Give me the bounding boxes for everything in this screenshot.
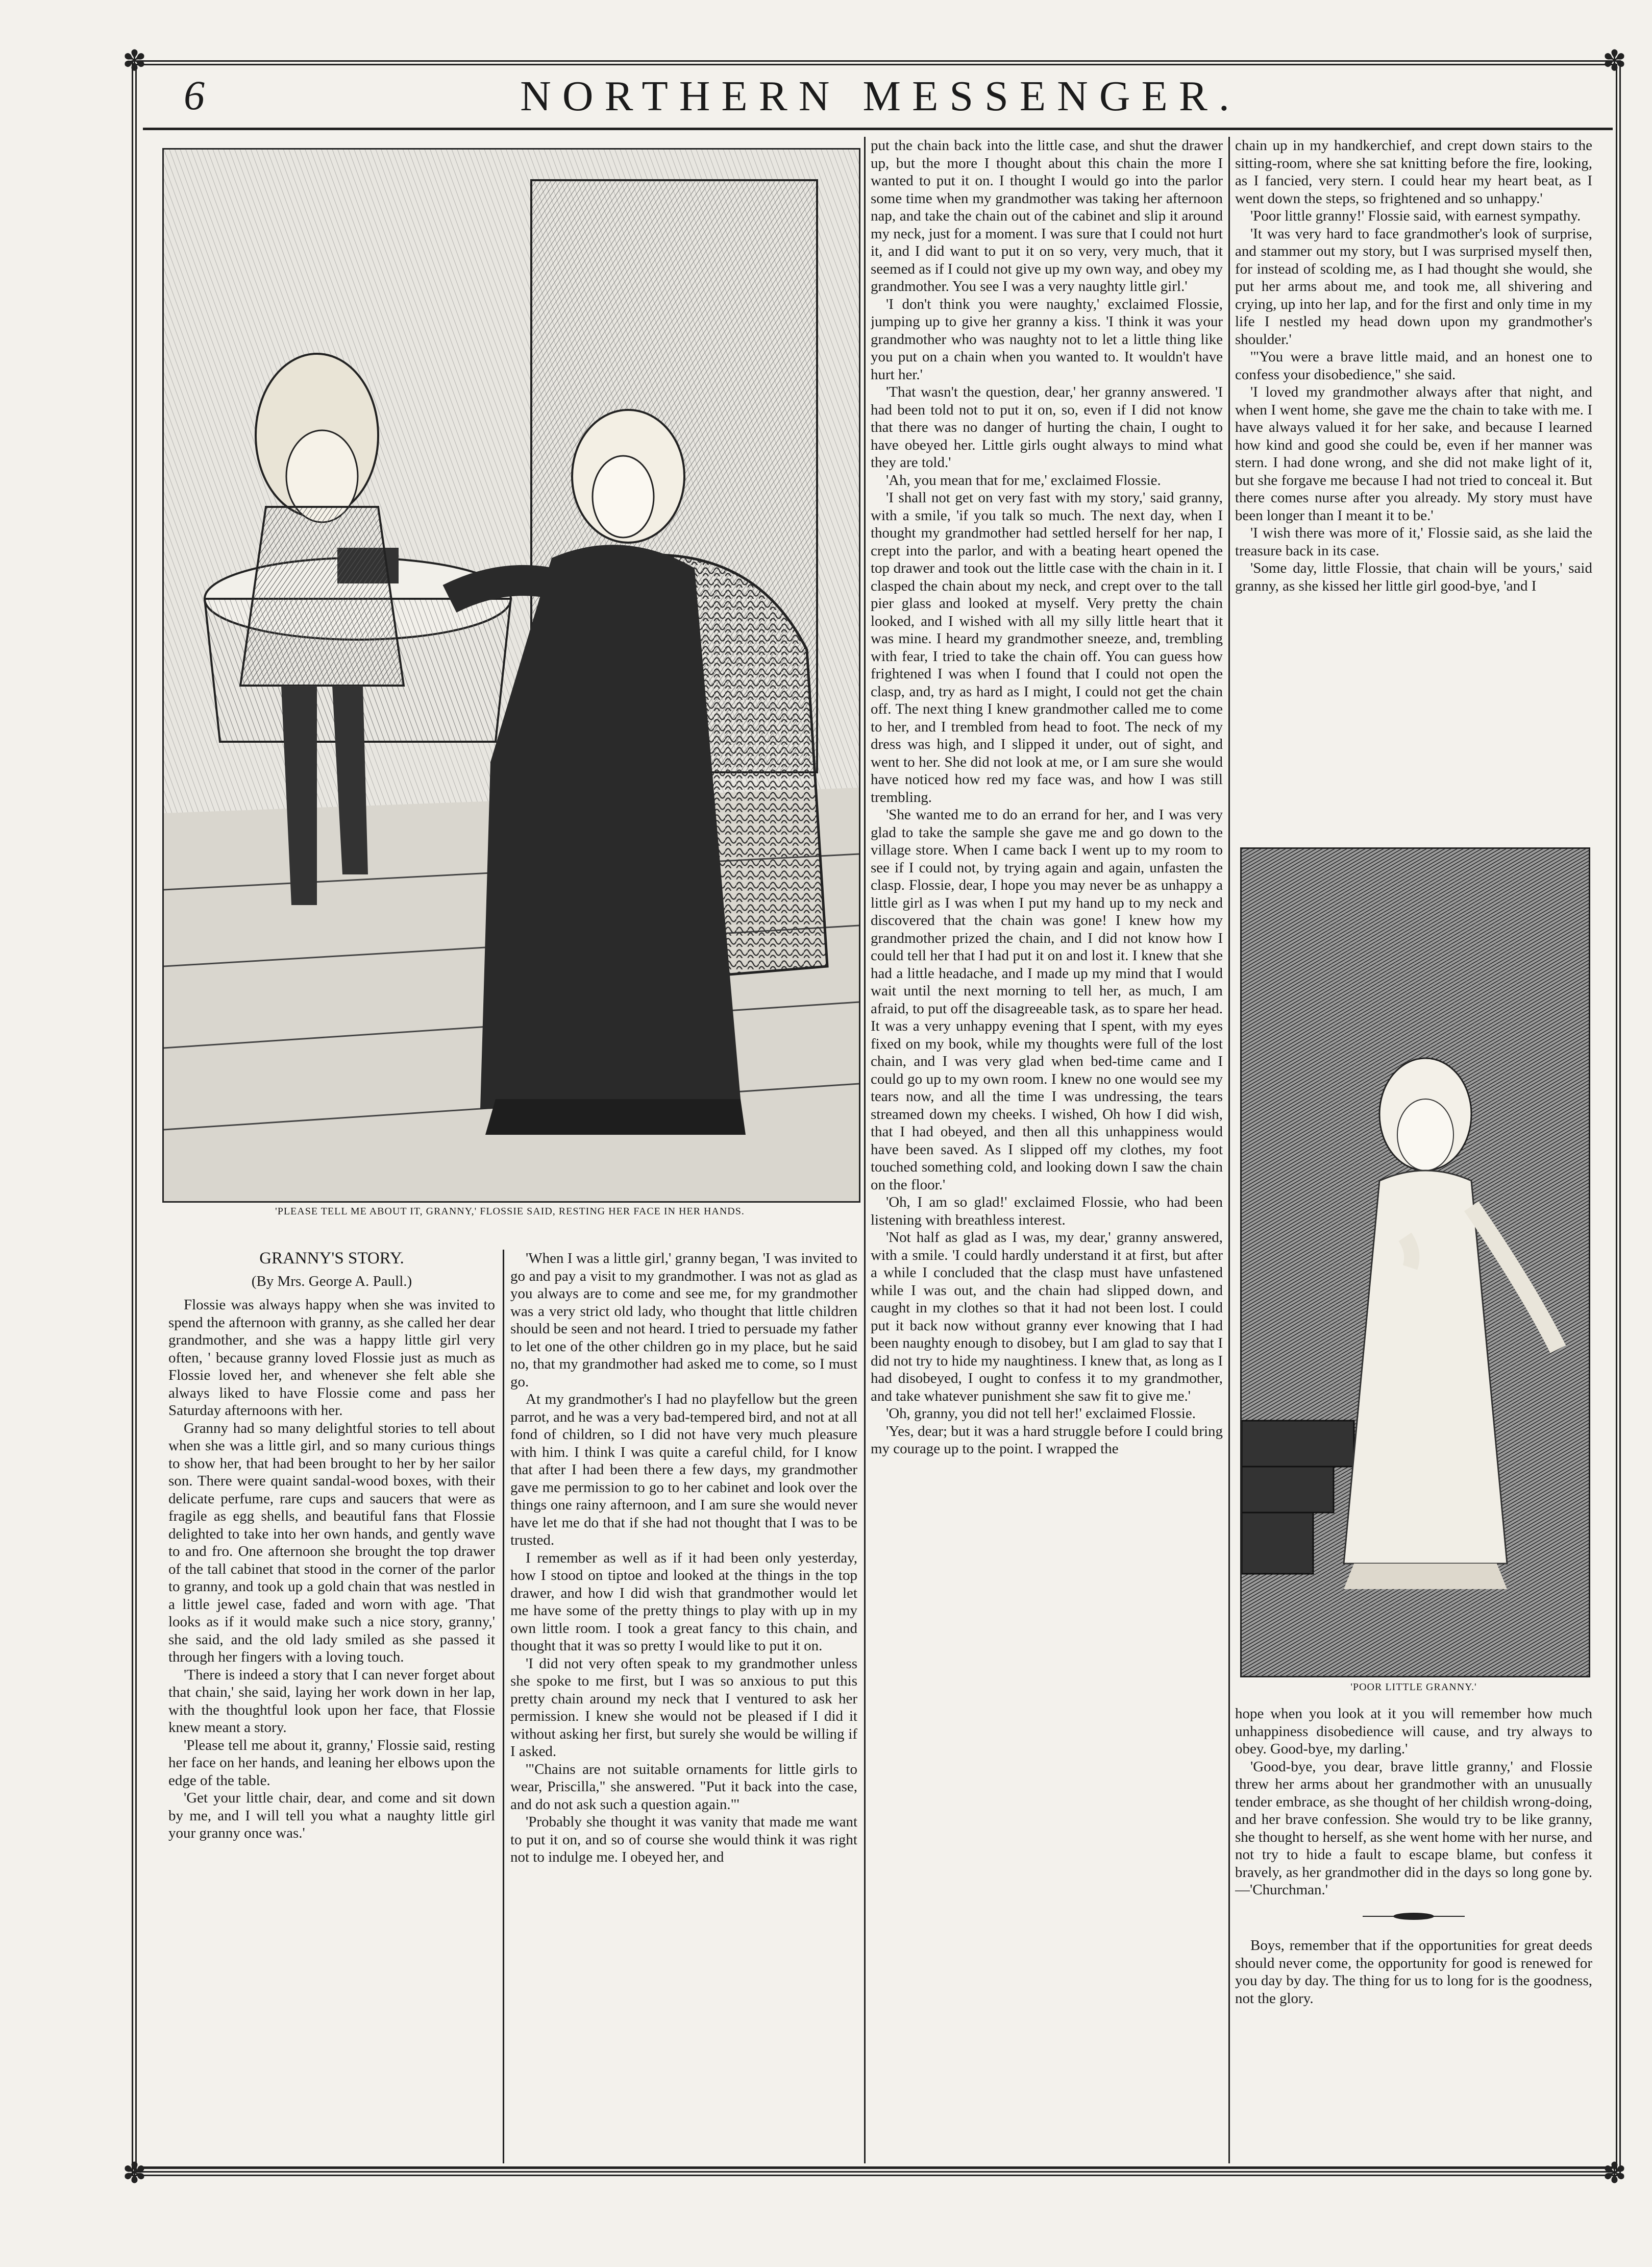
paragraph: 'Oh, granny, you did not tell her!' exclaimed Flossie. [886, 1405, 1196, 1422]
story-byline: (By Mrs. George A. Paull.) [251, 1273, 412, 1289]
footer-rule [143, 2166, 1613, 2169]
paragraph: chain up in my handkerchief, and crept down stairs to the sitting-room, where she sat knitting before the fire, looking, as I fancied, very stern. I could hear my heart beat, as I went down the steps, so frightened and so unhappy.' [1235, 137, 1592, 207]
main-illustration-caption: 'PLEASE TELL ME ABOUT IT, GRANNY,' FLOSSIE SAID, RESTING HER FACE IN HER HANDS. [275, 1206, 745, 1217]
paragraph: 'Probably she thought it was vanity that made me want to put it on, and so of course she would think it was right not to indulge me. I obeyed her, and [510, 1814, 857, 1865]
paragraph: 'There is indeed a story that I can never forget about that chain,' she said, laying her work down in her lap, with the thoughtful look upon her face, that Flossie knew meant a story. [168, 1666, 495, 1736]
paragraph: 'Yes, dear; but it was a hard struggle before I could bring my courage up to the point. I wrapped the [871, 1423, 1223, 1457]
main-illustration [162, 148, 860, 1203]
corner-ornament-bottom-left: ✽ [122, 2158, 146, 2189]
page-header [143, 71, 1618, 128]
story-column-3 [871, 137, 1223, 2163]
paragraph: 'I wish there was more of it,' Flossie said, as she laid the treasure back in its case. [1235, 525, 1592, 559]
column-rule-1 [503, 1250, 504, 2163]
story-column-4-bottom [1235, 1705, 1592, 2164]
paragraph: At my grandmother's I had no playfellow but the green parrot, and he was a very bad-tempered bird, and not at all fond of children, so I did not have very much pleasure with him. I think I was quite a careful child, for I know that after I had been there a few days, my grandmother gave me permission to go to her cabinet and look over the things one rainy afternoon, and I am sure she would never have let me do that if she had not thought that I was to be trusted. [510, 1391, 857, 1548]
poor-little-granny-engraving [1242, 849, 1589, 1676]
side-illustration-caption: 'POOR LITTLE GRANNY.' [1350, 1681, 1477, 1693]
paragraph: Flossie was always happy when she was invited to spend the afternoon with granny, as she called her dear grandmother, and she was a happy little girl very often, ' because granny loved Flossie just as much as Flossie loved her, and whenever she felt able she always liked to have Flossie come and pass her Saturday afternoons with her. [168, 1297, 495, 1419]
header-rule [143, 128, 1613, 130]
paragraph: 'That wasn't the question, dear,' her granny answered. 'I had been told not to put it on, so, even if I did not know that there was no danger of hurting the chain, I ought to have obeyed her. Little girls ought always to mind what they are told.' [871, 384, 1223, 471]
corner-ornament-top-left: ✽ [122, 45, 146, 77]
column-rule-2 [864, 137, 866, 2163]
paragraph: 'Please tell me about it, granny,' Flossie said, resting her face on her hands, and leaning her elbows upon the edge of the table. [168, 1737, 495, 1789]
paragraph: 'I don't think you were naughty,' exclaimed Flossie, jumping up to give her granny a kiss. 'I think it was your grandmother who was naughty not to let a little thing like you put on a chain when you wanted to. It wouldn't have hurt her.' [871, 296, 1223, 383]
paragraph: 'It was very hard to face grandmother's look of surprise, and stammer out my story, but I was surprised myself then, for instead of scolding me, as I had thought she would, she put her arms about me, and took me, all shivering and crying, up into her lap, and for the first and only time in my life I nestled my head down upon my grandmother's shoulder.' [1235, 225, 1592, 348]
masthead-title: NORTHERN MESSENGER. [520, 72, 1241, 120]
side-illustration [1240, 847, 1590, 1677]
corner-ornament-bottom-right: ✽ [1602, 2158, 1626, 2189]
paragraph: 'Get your little chair, dear, and come and sit down by me, and I will tell you what a naughty little girl your granny once was.' [168, 1790, 495, 1841]
page-number: 6 [184, 72, 205, 118]
column-rule-3 [1228, 137, 1230, 2163]
paragraph: 'Some day, little Flossie, that chain will be yours,' said granny, as she kissed her little girl good-bye, 'and I [1235, 560, 1592, 594]
paragraph: 'Ah, you mean that for me,' exclaimed Flossie. [886, 472, 1161, 489]
story-column-4-top [1235, 137, 1592, 841]
paragraph: 'Not half as glad as I was, my dear,' granny answered, with a smile. 'I could hardly understand it at first, but after a while I concluded that the clasp must have unfastened while I was out, and the chain had slipped down, and caught in my clothes so that it had not been lost. I could put it back now without granny ever knowing that I had been naughty enough to disobey, but I am glad to say that I did not try to hide my naughtiness. I knew that, as long as I had disobeyed, I ought to confess it to my grandmother, and take whatever punishment she saw fit to give me.' [871, 1229, 1223, 1404]
paragraph: 'I did not very often speak to my grandmother unless she spoke to me first, but I was so anxious to put this pretty chain around my neck that I ventured to ask her permission. I knew she would not be pleased if I did it without asking her first, but surely she would be willing if I asked. [510, 1655, 857, 1760]
paragraph: I remember as well as if it had been only yesterday, how I stood on tiptoe and looked at the things in the top drawer, and how I did wish that grandmother would let me have some of the pretty things to play with up in my own little room. I took a great fancy to this chain, and thought that it was so pretty I would like to put it on. [510, 1549, 857, 1654]
paragraph: 'She wanted me to do an errand for her, and I was very glad to take the sample she gave me and go down to the village store. When I came back I went up to my room to see if I could not, by trying again and again, unfasten the clasp. Flossie, dear, I hope you may never be as unhappy a little girl as I was when I put my hand up to my neck and discovered that the chain was gone! I knew how my grandmother prized the chain, and I did not know how I could tell her that I had put it on and lost it. I knew that she had a little headache, and I made up my mind that I would wait until the next morning to tell her, as much, I am afraid, to put off the disagreeable task, as to spare her head. It was a very unhappy evening that I spent, with my eyes fixed on my book, while my thoughts were full of the lost chain, and I was very glad when bed-time came and I could go up to my own room. I knew no one would see my tears now, and all the time I was undressing, the tears streamed down my cheeks. I wished, Oh how I did wish, that I had obeyed, and then all this unhappiness would have been saved. As I slipped off my clothes, my foot touched something cold, and looking down I saw the chain on the floor.' [871, 807, 1223, 1193]
paragraph: 'Oh, I am so glad!' exclaimed Flossie, who had been listening with breathless interest. [871, 1194, 1223, 1228]
paragraph: 'When I was a little girl,' granny began, 'I was invited to go and pay a visit to my grandmother. I was not as glad as you always are to come and see me, for my grandmother was a very strict old lady, who thought that little children should be seen and not heard. I tried to persuade my father to let one of the other children go in my place, but he said no, that my grandmother had asked me to come, so I must go. [510, 1250, 857, 1390]
closing-paragraph: Boys, remember that if the opportunities for great deeds should never come, the opportunity for good is renewed for you day by day. The thing for us to long for is the goodness, not the glory. [1235, 1937, 1592, 2007]
granny-and-flossie-engraving [164, 150, 859, 1201]
section-divider-ornament [1235, 1908, 1592, 1926]
paragraph: 'I loved my grandmother always after that night, and when I went home, she gave me the chain to take with me. I have always valued it for her sake, and because I learned how kind and good she could be, even if her manner was stern. I had done wrong, and she did not make light of it, but she forgave me because I had not tried to conceal it. But there comes nurse after you already. My story must have been longer than I meant it to be.' [1235, 384, 1592, 524]
story-column-2 [510, 1250, 857, 2163]
paragraph: Granny had so many delightful stories to tell about when she was a little girl, and so many curious things to show her, that had been brought to her by her sailor son. There were quaint sandal-wood boxes, with their delicate perfume, rare cups and saucers that were as fragile as egg shells, and beautiful fans that Flossie delighted to take into her own hands, and gently wave to and fro. One afternoon she brought the top drawer of the tall cabinet that stood in the corner of the parlor to granny, and took up a gold chain that was nestled in a little jewel case, faded and worn with age. 'That looks as if it would make such a nice story, granny,' she said, and the old lady smiled as she passed it through her fingers with a loving touch. [168, 1420, 495, 1665]
corner-ornament-top-right: ✽ [1602, 45, 1626, 77]
story-column-1 [168, 1250, 495, 2163]
paragraph: put the chain back into the little case, and shut the drawer up, but the more I thought about this chain the more I wanted to put it on. I thought I would go into the parlor some time when my grandmother was taking her afternoon nap, and take the chain out of the cabinet and slip it around my neck, just for a moment. I was sure that I could not hurt it, and I did want to put it on so very, very much, that it seemed as if I could not give up my own way, and obey my grandmother. You see I was a very naughty little girl.' [871, 137, 1223, 295]
paragraph: '"Chains are not suitable ornaments for little girls to wear, Priscilla," she answered. "Put it back into the case, and do not ask such a question again."' [510, 1761, 857, 1813]
paragraph: hope when you look at it you will remember how much unhappiness disobedience will cause, and try always to obey. Good-bye, my darling.' [1235, 1705, 1592, 1757]
paragraph: 'Poor little granny!' Flossie said, with earnest sympathy. [1250, 208, 1581, 224]
paragraph: 'Good-bye, you dear, brave little granny,' and Flossie threw her arms about her grandmother with an unusually tender embrace, as she thought of her childish wrong-doing, and her brave confession. She would try to be like granny, she thought to herself, as she went home with her nurse, and not try to hide a fault to escape blame, but confess it bravely, as her grandmother did in the days so long gone by.—'Churchman.' [1235, 1758, 1592, 1898]
paragraph: 'I shall not get on very fast with my story,' said granny, with a smile, 'if you talk so much. The next day, when I thought my grandmother had settled herself for her nap, I crept into the parlor, and with a beating heart opened the top drawer and took out the little case with the chain in it. I clasped the chain about my neck, and crept over to the tall pier glass and looked at myself. Very pretty the chain looked, and I wished with all my silly little heart that it was mine. I heard my grandmother sneeze, and, trembling with fear, I tried to take the chain off. You can guess how frightened I was when I found that I could not open the clasp, and, try as hard as I might, I could not get the chain off. The next thing I knew grandmother called me to come to her, and I trembled from head to foot. The neck of my dress was high, and I slipped it under, out of sight, and went to her. She did not look at me, or I am sure she would have noticed how red my face was, and how I was still trembling. [871, 490, 1223, 806]
story-title: GRANNY'S STORY. [259, 1250, 404, 1267]
paragraph: '"You were a brave little maid, and an honest one to confess your disobedience," she said. [1235, 349, 1592, 383]
